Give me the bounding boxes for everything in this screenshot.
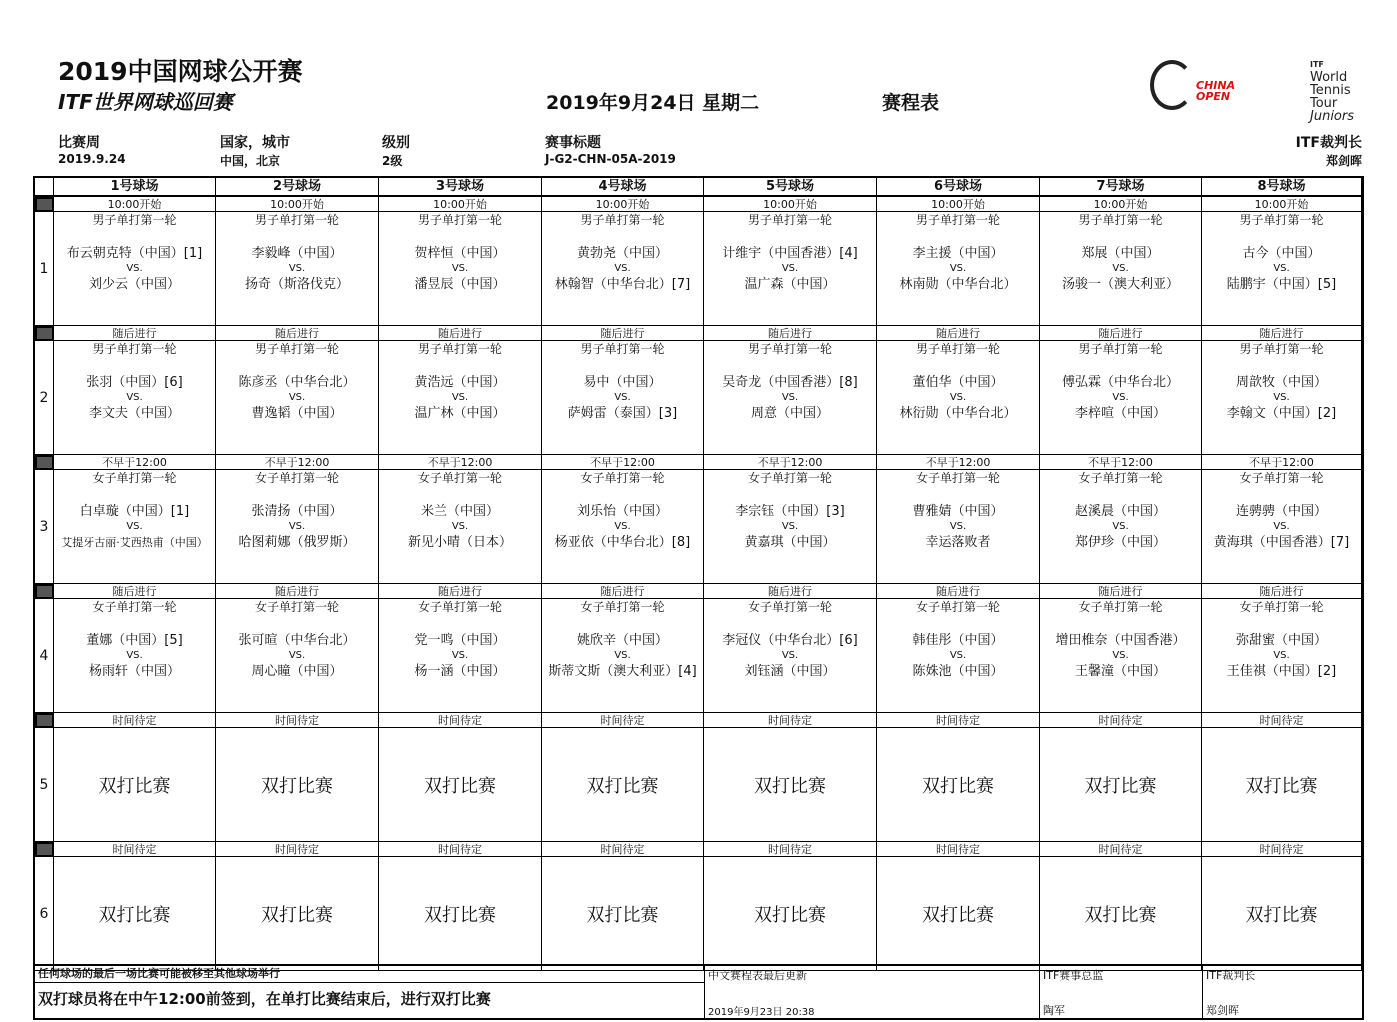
match-cell [216,212,379,326]
versus-label: VS. [1112,521,1129,532]
start-time: 随后进行 [877,584,1040,599]
player-one: 周歆牧（中国） [1235,375,1327,390]
court-move-note: 任何球场的最后一场比赛可能被移至其他球场举行 [35,966,705,983]
match-event: 女子单打第一轮 [580,471,665,485]
match-event: 女子单打第一轮 [254,600,339,614]
footer-referee-box [1203,966,1364,1018]
player-two: 幸运落败者 [925,535,991,550]
week-value: 2019.9.24 [58,152,126,166]
match-event: 女子单打第一轮 [417,471,502,485]
match-event: 女子单打第一轮 [1078,471,1163,485]
player-one: 米兰（中国） [420,504,499,519]
match-cell [1202,470,1362,584]
player-two: 温广林（中国） [414,406,506,421]
match-event: 男子单打第一轮 [747,213,832,227]
player-two: 王馨潼（中国） [1074,664,1166,679]
player-one: 张清扬（中国） [251,504,343,519]
start-time: 随后进行 [1040,326,1202,341]
start-time: 10:00开始 [877,197,1040,212]
versus-label: VS. [614,392,631,403]
player-two: 刘钰涵（中国） [744,664,836,679]
start-time: 随后进行 [1202,584,1362,599]
match-event: 女子单打第一轮 [1239,471,1324,485]
last-updated-box [705,966,1040,1018]
start-time: 不早于12:00 [877,455,1040,470]
match-cell [1040,212,1202,326]
match-cell [704,599,877,713]
player-two: 萨姆雷（泰国）[3] [567,406,678,421]
player-one: 李主援（中国） [912,246,1004,261]
match-event: 女子单打第一轮 [915,600,1000,614]
match-event: 男子单打第一轮 [254,342,339,356]
match-cell [379,470,542,584]
player-two: 汤骏一（澳大利亚） [1061,277,1179,292]
match-cell [1040,599,1202,713]
start-time: 不早于12:00 [379,455,542,470]
match-event: 女子单打第一轮 [747,471,832,485]
match-event: 男子单打第一轮 [92,342,177,356]
start-time: 时间待定 [1040,842,1202,857]
grade-label: 级别 [382,135,410,151]
player-one: 姚欣辛（中国） [576,633,668,648]
match-cell [216,341,379,455]
supervisor-value: 陶军 [1043,1004,1065,1017]
match-cell [704,212,877,326]
player-two: 郑伊珍（中国） [1074,535,1166,550]
supervisor-box [1040,966,1203,1018]
start-time: 不早于12:00 [216,455,379,470]
start-time: 时间待定 [216,842,379,857]
player-two: 陈姝池（中国） [912,664,1004,679]
start-time: 随后进行 [542,326,704,341]
page-subtitle: ITF世界网球巡回赛 [58,90,233,114]
match-cell [704,470,877,584]
versus-label: VS. [126,392,143,403]
player-one: 傅弘霖（中华台北） [1061,375,1179,390]
court-header: 8号球场 [1202,178,1362,197]
start-time: 时间待定 [1040,713,1202,728]
versus-label: VS. [614,650,631,661]
player-two: 周心瞳（中国） [251,664,343,679]
player-two: 艾提牙古丽·艾西热甫（中国） [61,536,208,549]
match-event: 男子单打第一轮 [1239,213,1324,227]
start-time: 时间待定 [216,713,379,728]
player-one: 李毅峰（中国） [251,246,343,261]
versus-label: VS. [288,521,306,532]
doubles-match: 双打比赛 [877,728,1040,842]
match-cell [54,341,216,455]
start-time: 时间待定 [542,713,704,728]
versus-label: VS. [451,263,469,274]
court-header: 2号球场 [216,178,379,197]
grid-corner [35,178,54,197]
player-one: 布云朝克特（中国）[1] [66,246,203,261]
start-time: 随后进行 [542,584,704,599]
start-time: 随后进行 [1040,584,1202,599]
player-one: 党一鸣（中国） [414,633,506,648]
schedule-grid [33,176,1364,966]
player-one: 陈彦丞（中华台北） [238,375,356,390]
match-cell [877,470,1040,584]
last-updated-label: 中文赛程表最后更新 [708,969,807,982]
player-two: 陆鹏宇（中国）[5] [1226,277,1337,292]
match-cell [54,212,216,326]
start-time: 10:00开始 [379,197,542,212]
referee-value: 郑剑晖 [1325,154,1362,168]
versus-label: VS. [1112,263,1129,274]
match-event: 女子单打第一轮 [1239,600,1324,614]
doubles-match: 双打比赛 [704,857,877,971]
itf-mark: ITF [1310,60,1324,69]
location-value: 中国，北京 [220,154,281,168]
china-open-wordmark-line2: OPEN [1196,90,1231,103]
player-two: 杨一涵（中国） [414,664,506,679]
start-time: 随后进行 [216,584,379,599]
court-header: 7号球场 [1040,178,1202,197]
row-number: 2 [35,341,54,455]
tournament-label: 赛事标题 [545,135,601,151]
court-header: 6号球场 [877,178,1040,197]
doubles-match: 双打比赛 [379,857,542,971]
player-two: 杨雨轩（中国） [88,664,180,679]
versus-label: VS. [1112,650,1129,661]
player-two: 杨亚依（中华台北）[8] [554,535,691,550]
itf-logo-line3: Tour [1310,96,1338,111]
match-cell [542,341,704,455]
itf-logo-line1: World [1310,70,1348,85]
start-time: 随后进行 [704,584,877,599]
match-event: 男子单打第一轮 [915,342,1000,356]
start-time: 时间待定 [379,713,542,728]
court-header: 3号球场 [379,178,542,197]
match-cell [216,599,379,713]
week-label: 比赛周 [58,135,100,151]
start-time: 时间待定 [704,713,877,728]
start-time: 时间待定 [54,713,216,728]
grade-value: 2级 [382,154,403,168]
player-two: 黄嘉琪（中国） [744,535,836,550]
versus-label: VS. [451,650,469,661]
match-event: 女子单打第一轮 [915,471,1000,485]
versus-label: VS. [126,263,143,274]
player-two: 哈图莉娜（俄罗斯） [238,535,356,550]
player-one: 郑展（中国） [1081,246,1160,261]
player-two: 斯蒂文斯（澳大利亚）[4] [548,664,697,679]
versus-label: VS. [1273,521,1290,532]
player-one: 贺梓恒（中国） [414,246,506,261]
player-one: 董伯华（中国） [912,375,1004,390]
match-event: 女子单打第一轮 [747,600,832,614]
match-event: 男子单打第一轮 [580,342,665,356]
player-two: 李梓喧（中国） [1074,406,1166,421]
match-cell [877,599,1040,713]
player-two: 潘昱辰（中国） [414,277,506,292]
time-row-marker [35,713,54,728]
row-number: 1 [35,212,54,326]
row-number: 6 [35,857,54,971]
doubles-match: 双打比赛 [877,857,1040,971]
start-time: 时间待定 [542,842,704,857]
player-one: 韩佳彤（中国） [912,633,1004,648]
china-open-wordmark [1196,80,1235,102]
start-time: 随后进行 [704,326,877,341]
start-time: 时间待定 [1202,842,1362,857]
player-one: 曹雅婧（中国） [912,504,1004,519]
start-time: 10:00开始 [216,197,379,212]
china-open-wordmark-line1: CHINA [1196,79,1236,92]
start-time: 时间待定 [54,842,216,857]
china-open-logo [1150,58,1250,120]
start-time: 时间待定 [877,713,1040,728]
player-two: 周意（中国） [750,406,829,421]
match-cell [542,599,704,713]
versus-label: VS. [781,521,799,532]
itf-logo-line2: Tennis [1310,83,1351,98]
match-event: 男子单打第一轮 [417,342,502,356]
versus-label: VS. [949,521,967,532]
match-event: 男子单打第一轮 [580,213,665,227]
doubles-match: 双打比赛 [54,728,216,842]
versus-label: VS. [949,263,967,274]
match-cell [1040,470,1202,584]
row-number: 5 [35,728,54,842]
start-time: 10:00开始 [704,197,877,212]
doubles-match: 双打比赛 [704,728,877,842]
match-event: 女子单打第一轮 [254,471,339,485]
player-one: 董娜（中国）[5] [86,633,183,648]
document-type: 赛程表 [882,92,940,114]
versus-label: VS. [614,263,631,274]
match-cell [54,599,216,713]
start-time: 10:00开始 [1202,197,1362,212]
start-time: 不早于12:00 [542,455,704,470]
player-two: 林衍勋（中华台北） [899,406,1017,421]
player-one: 白卓璇（中国）[1] [79,504,190,519]
time-row-marker [35,197,54,212]
match-cell [877,212,1040,326]
player-one: 李冠仪（中华台北）[6] [722,633,858,648]
referee-label: ITF裁判长 [1295,135,1362,151]
versus-label: VS. [288,263,306,274]
match-cell [1202,212,1362,326]
match-cell [54,470,216,584]
match-cell [379,599,542,713]
time-row-marker [35,326,54,341]
versus-label: VS. [1273,650,1290,661]
match-cell [1202,341,1362,455]
start-time: 时间待定 [877,842,1040,857]
court-header: 1号球场 [54,178,216,197]
player-one: 黄勃尧（中国） [576,246,668,261]
start-time: 不早于12:00 [1040,455,1202,470]
player-one: 易中（中国） [583,375,662,390]
start-time: 时间待定 [379,842,542,857]
player-two: 新见小晴（日本） [407,535,512,550]
location-label: 国家，城市 [220,135,290,151]
match-event: 女子单打第一轮 [580,600,665,614]
row-number: 3 [35,470,54,584]
start-time: 随后进行 [877,326,1040,341]
match-event: 男子单打第一轮 [1239,342,1324,356]
start-time: 10:00开始 [542,197,704,212]
footer-referee-label: ITF裁判长 [1206,969,1256,982]
player-two: 王佳祺（中国）[2] [1226,664,1337,679]
footer-referee-value: 郑剑晖 [1206,1004,1239,1017]
player-two: 扬奇（斯洛伐克） [244,277,349,292]
match-event: 男子单打第一轮 [92,213,177,227]
player-one: 张可暄（中华台北） [238,633,356,648]
match-event: 男子单打第一轮 [1078,342,1163,356]
player-one: 连骋骋（中国） [1235,504,1327,519]
player-two: 曹逸韬（中国） [251,406,343,421]
match-cell [877,341,1040,455]
start-time: 10:00开始 [1040,197,1202,212]
player-two: 李文夫（中国） [88,406,180,421]
row-number: 4 [35,599,54,713]
start-time: 时间待定 [704,842,877,857]
start-time: 随后进行 [379,584,542,599]
start-time: 不早于12:00 [1202,455,1362,470]
player-one: 弥甜蜜（中国） [1235,633,1327,648]
player-two: 刘少云（中国） [88,277,180,292]
doubles-match: 双打比赛 [1040,857,1202,971]
versus-label: VS. [1273,263,1290,274]
versus-label: VS. [949,392,967,403]
start-time: 不早于12:00 [54,455,216,470]
doubles-match: 双打比赛 [54,857,216,971]
player-two: 林翰智（中华台北）[7] [554,277,691,292]
versus-label: VS. [126,521,143,532]
match-cell [379,212,542,326]
match-event: 女子单打第一轮 [417,600,502,614]
doubles-match: 双打比赛 [216,728,379,842]
match-event: 女子单打第一轮 [1078,600,1163,614]
versus-label: VS. [781,263,799,274]
start-time: 随后进行 [1202,326,1362,341]
time-row-marker [35,584,54,599]
doubles-match: 双打比赛 [1202,728,1362,842]
versus-label: VS. [1273,392,1290,403]
match-event: 男子单打第一轮 [915,213,1000,227]
match-cell [704,341,877,455]
versus-label: VS. [288,650,306,661]
versus-label: VS. [781,392,799,403]
player-one: 黄浩远（中国） [414,375,506,390]
match-cell [1040,341,1202,455]
match-cell [379,341,542,455]
player-two: 林南勋（中华台北） [899,277,1017,292]
player-two: 李翰文（中国）[2] [1226,406,1337,421]
schedule-date: 2019年9月24日 星期二 [546,92,760,114]
player-one: 李宗钰（中国）[3] [735,504,845,519]
start-time: 随后进行 [379,326,542,341]
match-cell [542,212,704,326]
schedule-footer [33,966,1364,1020]
versus-label: VS. [126,650,143,661]
match-event: 男子单打第一轮 [747,342,832,356]
doubles-checkin-note: 双打球员将在中午12:00前签到，在单打比赛结束后，进行双打比赛 [35,983,705,1018]
tournament-value: J-G2-CHN-05A-2019 [545,152,676,166]
player-one: 吴奇龙（中国香港）[8] [722,375,858,390]
start-time: 随后进行 [216,326,379,341]
start-time: 不早于12:00 [704,455,877,470]
player-one: 增田椎奈（中国香港） [1055,633,1186,648]
player-two: 黄海琪（中国香港）[7] [1213,535,1350,550]
china-open-emblem-icon [1150,60,1194,110]
match-event: 女子单打第一轮 [92,600,177,614]
versus-label: VS. [451,392,469,403]
supervisor-label: ITF赛事总监 [1043,969,1104,982]
versus-label: VS. [451,521,469,532]
page-title: 2019中国网球公开赛 [58,57,303,86]
match-cell [1202,599,1362,713]
itf-world-tennis-tour-juniors-logo [1310,58,1380,124]
doubles-match: 双打比赛 [379,728,542,842]
player-one: 古今（中国） [1242,246,1321,261]
court-header: 4号球场 [542,178,704,197]
doubles-match: 双打比赛 [542,857,704,971]
versus-label: VS. [614,521,631,532]
match-event: 男子单打第一轮 [254,213,339,227]
start-time: 10:00开始 [54,197,216,212]
player-one: 张羽（中国）[6] [86,375,183,390]
player-one: 刘乐怡（中国） [576,504,668,519]
doubles-match: 双打比赛 [1040,728,1202,842]
court-header: 5号球场 [704,178,877,197]
versus-label: VS. [949,650,967,661]
versus-label: VS. [1112,392,1129,403]
versus-label: VS. [288,392,306,403]
last-updated-value: 2019年9月23日 20:38 [708,1007,815,1018]
time-row-marker [35,842,54,857]
itf-logo-line4: Juniors [1310,109,1354,124]
start-time: 时间待定 [1202,713,1362,728]
player-one: 赵溪晨（中国） [1074,504,1166,519]
match-event: 男子单打第一轮 [417,213,502,227]
time-row-marker [35,455,54,470]
match-cell [542,470,704,584]
match-cell [216,470,379,584]
match-event: 男子单打第一轮 [1078,213,1163,227]
player-two: 温广森（中国） [744,277,836,292]
versus-label: VS. [781,650,799,661]
doubles-match: 双打比赛 [216,857,379,971]
doubles-match: 双打比赛 [1202,857,1362,971]
doubles-match: 双打比赛 [542,728,704,842]
start-time: 随后进行 [54,584,216,599]
match-event: 女子单打第一轮 [92,471,177,485]
start-time: 随后进行 [54,326,216,341]
player-one: 计维宇（中国香港）[4] [722,246,858,261]
